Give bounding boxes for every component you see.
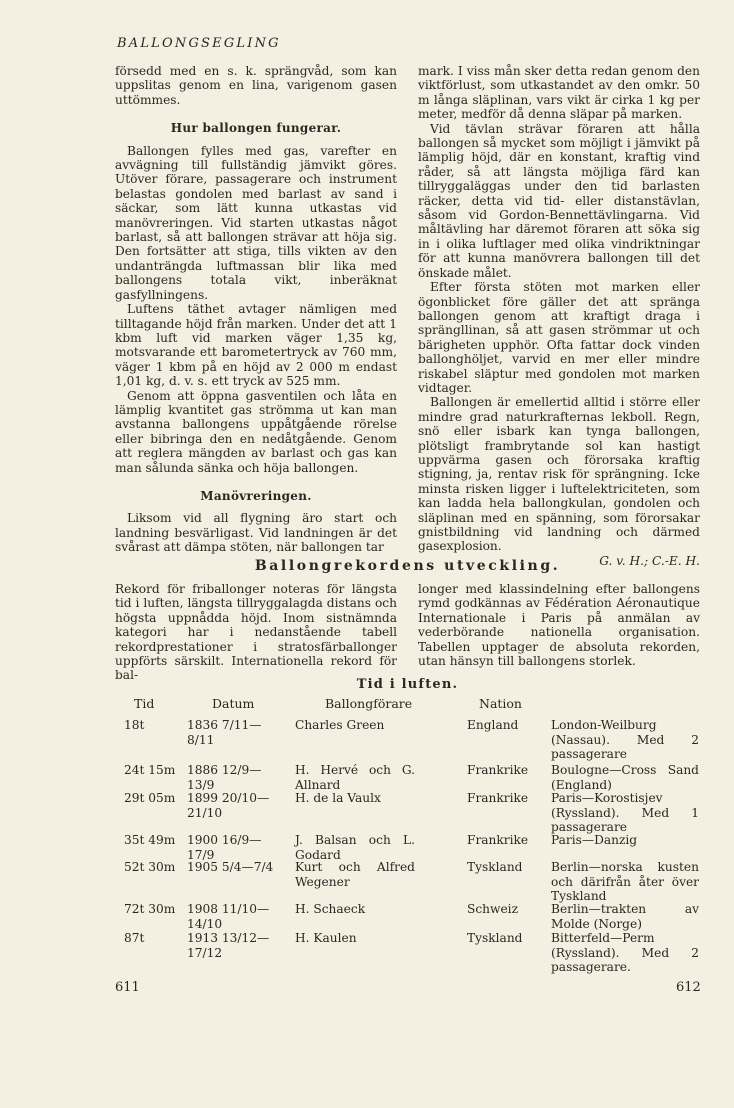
cell-forare: Charles Green [295,718,385,732]
paragraph: Ballongen är emellertid alltid i större eller mindre grad naturkrafternas lekboll. Regn, snö eller isbark kan tynga ballongen, plötsligt frambrytande sol kan hastigt uppvärma gasen och förorsaka kraftig stigning, ja, rentav risk för sprängning. Icke minsta risken ligger i luftelektriciteten, som kan ladda hela ballongkulan, gondolen och släplinan med en spänning, som förorsakar gnistbildning vid landning och därmed gasexplosion. [418,395,700,554]
cell-tid: 29t 05m [124,791,176,805]
paragraph: försedd med en s. k. sprängvåd, som kan uppslitas genom en lina, varigenom gasen uttömmes. [115,64,397,107]
cell-forare: H. Kaulen [295,931,357,945]
cell-nation: Schweiz [467,902,518,916]
intro-right [418,582,700,668]
cell-datum: 1836 7/11—8/11 [187,718,262,747]
cell-forare: H. de la Vaulx [295,791,381,805]
column-header-nation: Nation [479,696,522,711]
paragraph: Vid tävlan strävar föraren att hålla ballongen så mycket som möjligt i jämvikt på lämplig höjd, där en konstant, kraftig vind råder, så att längsta möjliga färd kan tillryggaläggas under den tid barlasten räcker, detta vid tid- eller distanstävlan, såsom vid Gordon-Bennettävlingarna. Vid måltävling har däremot föraren att söka sig in i olika luftlager med olika vindriktningar för att kunna manövrera ballongen till det önskade målet. [418,121,700,280]
cell-route: Boulogne—Cross Sand (England) [551,763,699,792]
paragraph: Efter första stöten mot marken eller ögonblicket före gäller det att spränga ballongen genom att kraftigt draga i sprängllinan, så att gasen strömmar ut och bärigheten upphör. Ofta fattar dock vinden ballonghöljet, varvid en mer eller mindre riskabel släptur med gondolen mot marken vidtager. [418,280,700,395]
cell-tid: 35t 49m [124,833,176,847]
section-heading: Hur ballongen fungerar. [170,121,342,136]
paragraph: longer med klassindelning efter ballongens rymd godkännas av Fédération Aéronautique Internationale i Paris på anmälan av vederbörande nationella organisation. Tabellen upptager de absoluta rekorden, utan hänsyn till ballongens storlek. [418,582,700,669]
cell-forare: H. Schaeck [295,902,366,916]
cell-tid: 18t [124,718,145,732]
cell-nation: Frankrike [467,833,529,847]
cell-route: Paris—Danzig [551,833,638,847]
right-column [418,64,700,568]
section-title: Ballongrekordens utveckling. [254,558,561,574]
column-header-forare: Ballongförare [325,696,413,711]
cell-datum: 1886 12/9—13/9 [187,763,262,792]
left-column [115,64,397,555]
cell-forare: J. Balsan och L. Godard [295,833,415,862]
cell-datum: 1913 13/12—17/12 [187,931,270,960]
table-title: Tid i luften. [356,677,459,692]
cell-tid: 72t 30m [124,902,176,916]
cell-tid: 52t 30m [124,860,176,874]
cell-route: London-Weilburg (Nassau). Med 2 passagerare [551,718,699,761]
paragraph: Rekord för friballonger noteras för längsta tid i luften, längsta tillryggalagda distans och högsta uppnådda höjd. Inom sistnämnda kategori har i nedanstående tabell rekordprestationer i stratosfärballonger uppförts särskilt. Internationella rekord för bal- [115,582,397,683]
paragraph: Genom att öppna gasventilen och låta en lämplig kvantitet gas strömma ut kan man avstanna ballongens uppåtgående rörelse eller bibringa den en nedåtgående. Genom att reglera mängden av barlast och gas kan man sålunda sänka och höja ballongen. [115,388,397,475]
cell-forare: Kurt och Alfred Wegener [295,860,415,889]
column-header-tid: Tid [134,696,155,711]
author-signature: G. v. H.; C.-E. H. [599,553,700,568]
cell-nation: England [467,718,519,732]
page-number-left: 611 [115,980,140,995]
cell-route: Berlin—trakten av Molde (Norge) [551,902,699,931]
cell-tid: 87t [124,931,145,945]
paragraph: Liksom vid all flygning äro start och landning besvärligast. Vid landningen är det svårast att dämpa stöten, när ballongen tar [115,511,397,555]
section-heading: Manövreringen. [200,488,312,503]
cell-route: Paris—Korostisjev (Ryssland). Med 1 passagerare [551,791,699,834]
cell-nation: Tyskland [467,931,523,945]
cell-route: Berlin—norska kusten och därifrån åter över Tyskland [551,860,699,903]
cell-datum: 1905 5/4—7/4 [187,860,274,874]
paragraph: Luftens täthet avtager nämligen med tilltagande höjd från marken. Under det att 1 kbm luft vid marken väger 1,35 kg, motsvarande ett barometertryck av 760 mm, väger 1 kbm på en höjd av 2 000 m endast 1,01 kg, d. v. s. ett tryck av 525 mm. [115,302,397,389]
paragraph: Ballongen fylles med gas, varefter en avvägning till fullständig jämvikt göres. Utöver förare, passagerare och instrument belastas gondolen med barlast av sand i säckar, som lätt kunna utkastas vid manövreringen. Vid starten utkastas något barlast, så att ballongen strävar att höja sig. Den fortsätter att stiga, tills vikten av den undanträngda luftmassan blir lika med ballongens totala vikt, inberäknat gasfyllningens. [115,143,397,302]
page-number-right: 612 [676,980,701,995]
cell-datum: 1899 20/10—21/10 [187,791,270,820]
cell-nation: Frankrike [467,763,529,777]
column-header-datum: Datum [212,696,255,711]
cell-nation: Tyskland [467,860,523,874]
cell-tid: 24t 15m [124,763,176,777]
paragraph: mark. I viss mån sker detta redan genom den viktförlust, som utkastandet av den omkr. 50 m långa släplinan, vars vikt är cirka 1 kg per meter, medför då denna släpar på marken. [418,64,700,122]
cell-forare: H. Hervé och G. Allnard [295,763,415,792]
cell-nation: Frankrike [467,791,529,805]
cell-route: Bitterfeld—Perm (Ryssland). Med 2 passagerare. [551,931,699,974]
running-head: BALLONGSEGLING [117,36,281,51]
cell-datum: 1908 11/10—14/10 [187,902,270,931]
cell-datum: 1900 16/9—17/9 [187,833,262,862]
intro-left [115,582,397,683]
